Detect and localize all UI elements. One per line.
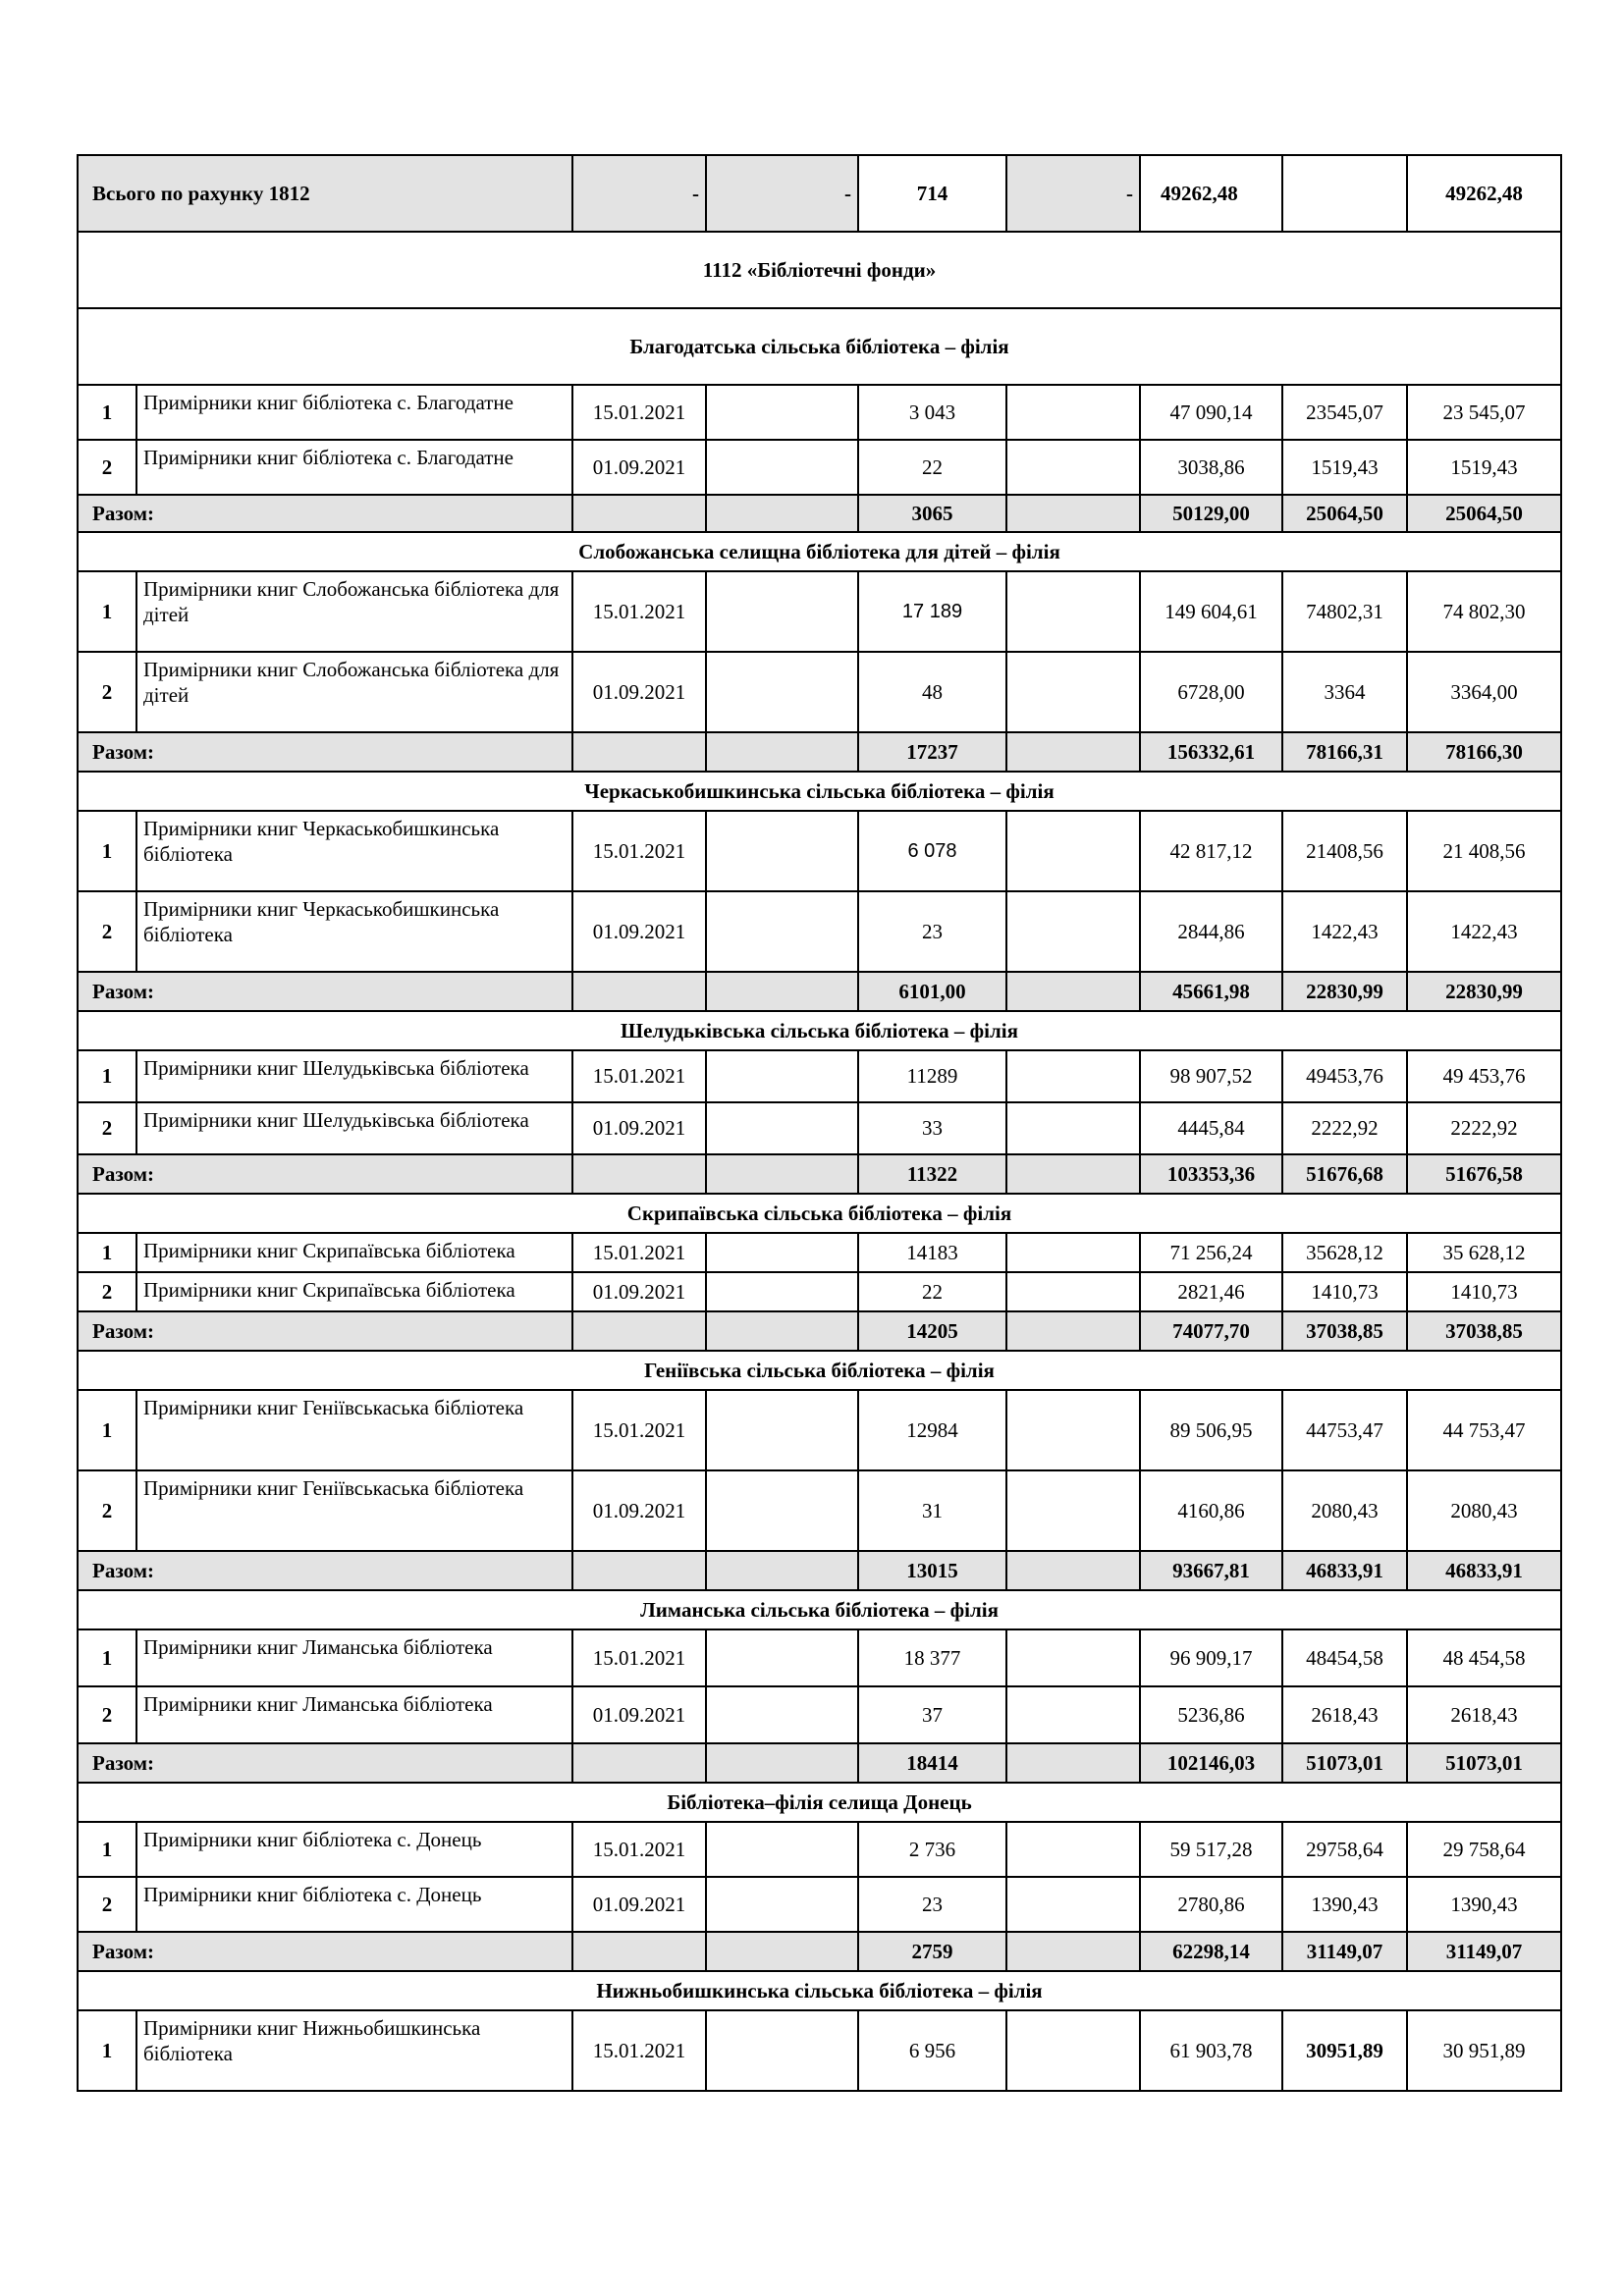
empty-cell — [1006, 1233, 1140, 1272]
item-quantity: 48 — [858, 652, 1006, 732]
item-wear: 35628,12 — [1282, 1233, 1407, 1272]
section-title-row — [78, 1971, 1561, 2010]
empty-cell — [1006, 1822, 1140, 1877]
total-row — [78, 732, 1561, 772]
total-row — [78, 1154, 1561, 1194]
item-name: Примірники книг Скрипаївська бібліотека — [136, 1233, 572, 1272]
item-cost: 6728,00 — [1140, 652, 1282, 732]
total-cost: 45661,98 — [1140, 972, 1282, 1011]
section-title-row — [78, 1783, 1561, 1822]
section-title-row — [78, 1194, 1561, 1233]
row-number: 2 — [78, 652, 136, 732]
item-quantity: 22 — [858, 440, 1006, 495]
item-cost: 89 506,95 — [1140, 1390, 1282, 1470]
total-row — [78, 972, 1561, 1011]
item-cost: 2821,46 — [1140, 1272, 1282, 1311]
item-residual: 21 408,56 — [1407, 811, 1561, 891]
total-quantity: 17237 — [858, 732, 1006, 772]
empty-cell — [706, 571, 858, 652]
item-cost: 3038,86 — [1140, 440, 1282, 495]
item-name: Примірники книг Лиманська бібліотека — [136, 1686, 572, 1743]
total-label: Разом: — [78, 972, 572, 1011]
total-residual: 51676,58 — [1407, 1154, 1561, 1194]
table-row — [78, 652, 1561, 732]
total-wear: 51073,01 — [1282, 1743, 1407, 1783]
section-title: Черкаськобишкинська сільська бібліотека – філія — [78, 772, 1561, 811]
item-cost: 47 090,14 — [1140, 385, 1282, 440]
section-title: Лиманська сільська бібліотека – філія — [78, 1590, 1561, 1629]
total-wear: 46833,91 — [1282, 1551, 1407, 1590]
total-row — [78, 1932, 1561, 1971]
item-wear: 30951,89 — [1282, 2010, 1407, 2091]
item-wear: 29758,64 — [1282, 1822, 1407, 1877]
item-wear: 21408,56 — [1282, 811, 1407, 891]
empty-cell — [706, 811, 858, 891]
table-row — [78, 2010, 1561, 2091]
total-residual: 37038,85 — [1407, 1311, 1561, 1351]
item-name: Примірники книг Нижньобишкинська бібліотека — [136, 2010, 572, 2091]
item-name: Примірники книг бібліотека с. Донець — [136, 1877, 572, 1932]
total-quantity: 6101,00 — [858, 972, 1006, 1011]
item-name: Примірники книг Скрипаївська бібліотека — [136, 1272, 572, 1311]
empty-cell — [1006, 440, 1140, 495]
empty-cell — [1006, 1470, 1140, 1551]
row-number: 2 — [78, 1686, 136, 1743]
item-date: 01.09.2021 — [572, 1272, 706, 1311]
item-wear: 48454,58 — [1282, 1629, 1407, 1686]
account-total-label: Всього по рахунку 1812 — [78, 155, 572, 232]
table-row — [78, 1272, 1561, 1311]
table-row — [78, 1050, 1561, 1102]
row-number: 1 — [78, 1050, 136, 1102]
table-row — [78, 440, 1561, 495]
item-wear: 23545,07 — [1282, 385, 1407, 440]
total-quantity: 2759 — [858, 1932, 1006, 1971]
item-residual: 74 802,30 — [1407, 571, 1561, 652]
table-row — [78, 891, 1561, 972]
item-wear: 2080,43 — [1282, 1470, 1407, 1551]
empty-cell — [706, 1102, 858, 1154]
item-cost: 2780,86 — [1140, 1877, 1282, 1932]
item-cost: 2844,86 — [1140, 891, 1282, 972]
account-total-row — [78, 155, 1561, 232]
empty-cell — [1006, 1311, 1140, 1351]
item-residual: 29 758,64 — [1407, 1822, 1561, 1877]
empty-cell — [1006, 1102, 1140, 1154]
section-title: Скрипаївська сільська бібліотека – філія — [78, 1194, 1561, 1233]
item-wear: 1519,43 — [1282, 440, 1407, 495]
item-cost: 59 517,28 — [1140, 1822, 1282, 1877]
item-quantity: 23 — [858, 891, 1006, 972]
total-row — [78, 1743, 1561, 1783]
empty-cell — [1006, 1877, 1140, 1932]
item-name: Примірники книг Слобожанська бібліотека для дітей — [136, 571, 572, 652]
item-date: 15.01.2021 — [572, 1822, 706, 1877]
empty-cell — [572, 1154, 706, 1194]
empty-cell — [706, 385, 858, 440]
item-date: 01.09.2021 — [572, 440, 706, 495]
total-wear: 25064,50 — [1282, 495, 1407, 532]
total-quantity: 11322 — [858, 1154, 1006, 1194]
document-sheet — [77, 154, 1560, 2092]
item-name: Примірники книг Геніївськаська бібліотека — [136, 1470, 572, 1551]
total-cost: 93667,81 — [1140, 1551, 1282, 1590]
empty-cell — [1006, 495, 1140, 532]
total-label: Разом: — [78, 1154, 572, 1194]
empty-cell — [706, 972, 858, 1011]
section-title-row — [78, 1011, 1561, 1050]
empty-cell — [706, 1311, 858, 1351]
item-date: 15.01.2021 — [572, 1050, 706, 1102]
total-label: Разом: — [78, 1311, 572, 1351]
item-date: 01.09.2021 — [572, 891, 706, 972]
total-cost: 62298,14 — [1140, 1932, 1282, 1971]
empty-cell — [706, 1629, 858, 1686]
total-residual: 22830,99 — [1407, 972, 1561, 1011]
item-cost: 5236,86 — [1140, 1686, 1282, 1743]
total-label: Разом: — [78, 1551, 572, 1590]
item-date: 15.01.2021 — [572, 811, 706, 891]
section-title: Нижньобишкинська сільська бібліотека – філія — [78, 1971, 1561, 2010]
item-date: 15.01.2021 — [572, 571, 706, 652]
empty-cell — [572, 1311, 706, 1351]
row-number: 1 — [78, 1233, 136, 1272]
account-total-qty: 714 — [858, 155, 1006, 232]
section-title: Шелудьківська сільська бібліотека – філія — [78, 1011, 1561, 1050]
empty-cell — [1006, 652, 1140, 732]
empty-cell — [1006, 732, 1140, 772]
item-quantity: 14183 — [858, 1233, 1006, 1272]
table-row — [78, 1877, 1561, 1932]
item-residual: 3364,00 — [1407, 652, 1561, 732]
item-quantity: 22 — [858, 1272, 1006, 1311]
empty-cell — [1006, 891, 1140, 972]
empty-cell — [706, 891, 858, 972]
item-wear: 49453,76 — [1282, 1050, 1407, 1102]
item-wear: 74802,31 — [1282, 571, 1407, 652]
item-name: Примірники книг Шелудьківська бібліотека — [136, 1102, 572, 1154]
empty-cell — [706, 1551, 858, 1590]
total-cost: 74077,70 — [1140, 1311, 1282, 1351]
empty-cell — [1006, 972, 1140, 1011]
item-quantity: 31 — [858, 1470, 1006, 1551]
item-name: Примірники книг бібліотека с. Благодатне — [136, 440, 572, 495]
item-date: 15.01.2021 — [572, 1390, 706, 1470]
item-cost: 61 903,78 — [1140, 2010, 1282, 2091]
total-residual: 31149,07 — [1407, 1932, 1561, 1971]
section-title: Благодатська сільська бібліотека – філія — [78, 308, 1561, 385]
empty-cell — [572, 495, 706, 532]
section-title-row — [78, 1590, 1561, 1629]
account-title: 1112 «Бібліотечні фонди» — [78, 232, 1561, 308]
item-residual: 23 545,07 — [1407, 385, 1561, 440]
table-row — [78, 1390, 1561, 1470]
item-name: Примірники книг Геніївськаська бібліотека — [136, 1390, 572, 1470]
account-total-residual: 49262,48 — [1407, 155, 1561, 232]
row-number: 1 — [78, 385, 136, 440]
total-cost: 103353,36 — [1140, 1154, 1282, 1194]
item-wear: 3364 — [1282, 652, 1407, 732]
empty-cell — [572, 1932, 706, 1971]
item-residual: 48 454,58 — [1407, 1629, 1561, 1686]
total-wear: 22830,99 — [1282, 972, 1407, 1011]
total-label: Разом: — [78, 732, 572, 772]
item-residual: 2222,92 — [1407, 1102, 1561, 1154]
empty-cell — [1006, 1932, 1140, 1971]
item-residual: 35 628,12 — [1407, 1233, 1561, 1272]
empty-cell — [572, 732, 706, 772]
item-name: Примірники книг Слобожанська бібліотека для дітей — [136, 652, 572, 732]
item-name: Примірники книг Лиманська бібліотека — [136, 1629, 572, 1686]
section-title-row — [78, 532, 1561, 571]
item-quantity: 3 043 — [858, 385, 1006, 440]
empty-cell — [706, 1390, 858, 1470]
account-total-c3: - — [572, 155, 706, 232]
total-row — [78, 1551, 1561, 1590]
table-row — [78, 1822, 1561, 1877]
total-quantity: 13015 — [858, 1551, 1006, 1590]
total-label: Разом: — [78, 1932, 572, 1971]
row-number: 1 — [78, 571, 136, 652]
row-number: 1 — [78, 1390, 136, 1470]
account-total-wear — [1282, 155, 1407, 232]
empty-cell — [1006, 385, 1140, 440]
item-residual: 2080,43 — [1407, 1470, 1561, 1551]
item-quantity: 6 078 — [858, 811, 1006, 891]
item-date: 01.09.2021 — [572, 652, 706, 732]
total-quantity: 14205 — [858, 1311, 1006, 1351]
empty-cell — [706, 1233, 858, 1272]
item-quantity: 33 — [858, 1102, 1006, 1154]
item-quantity: 37 — [858, 1686, 1006, 1743]
item-residual: 49 453,76 — [1407, 1050, 1561, 1102]
item-cost: 96 909,17 — [1140, 1629, 1282, 1686]
item-date: 15.01.2021 — [572, 1233, 706, 1272]
item-residual: 1390,43 — [1407, 1877, 1561, 1932]
row-number: 2 — [78, 1877, 136, 1932]
empty-cell — [706, 2010, 858, 2091]
row-number: 2 — [78, 1102, 136, 1154]
total-row — [78, 495, 1561, 532]
row-number: 2 — [78, 1470, 136, 1551]
item-date: 15.01.2021 — [572, 1629, 706, 1686]
section-title-row — [78, 772, 1561, 811]
section-title-row — [78, 1351, 1561, 1390]
table-row — [78, 1470, 1561, 1551]
total-wear: 37038,85 — [1282, 1311, 1407, 1351]
item-residual: 44 753,47 — [1407, 1390, 1561, 1470]
item-date: 15.01.2021 — [572, 385, 706, 440]
row-number: 1 — [78, 1629, 136, 1686]
empty-cell — [1006, 2010, 1140, 2091]
item-wear: 1390,43 — [1282, 1877, 1407, 1932]
empty-cell — [706, 1470, 858, 1551]
empty-cell — [572, 972, 706, 1011]
table-row — [78, 1629, 1561, 1686]
section-title: Геніївська сільська бібліотека – філія — [78, 1351, 1561, 1390]
account-title-row — [78, 232, 1561, 308]
section-title-row — [78, 308, 1561, 385]
item-date: 01.09.2021 — [572, 1686, 706, 1743]
item-quantity: 23 — [858, 1877, 1006, 1932]
empty-cell — [706, 1050, 858, 1102]
empty-cell — [706, 1154, 858, 1194]
item-name: Примірники книг бібліотека с. Благодатне — [136, 385, 572, 440]
total-residual: 78166,30 — [1407, 732, 1561, 772]
empty-cell — [706, 1272, 858, 1311]
row-number: 1 — [78, 1822, 136, 1877]
empty-cell — [1006, 1390, 1140, 1470]
empty-cell — [1006, 1154, 1140, 1194]
total-wear: 78166,31 — [1282, 732, 1407, 772]
empty-cell — [706, 1822, 858, 1877]
item-wear: 1422,43 — [1282, 891, 1407, 972]
table-row — [78, 1233, 1561, 1272]
total-residual: 46833,91 — [1407, 1551, 1561, 1590]
item-date: 01.09.2021 — [572, 1877, 706, 1932]
empty-cell — [1006, 571, 1140, 652]
item-wear: 44753,47 — [1282, 1390, 1407, 1470]
account-total-c6: - — [1006, 155, 1140, 232]
row-number: 1 — [78, 811, 136, 891]
table-row — [78, 1102, 1561, 1154]
row-number: 2 — [78, 440, 136, 495]
empty-cell — [1006, 1551, 1140, 1590]
item-quantity: 6 956 — [858, 2010, 1006, 2091]
table-row — [78, 811, 1561, 891]
item-residual: 1422,43 — [1407, 891, 1561, 972]
row-number: 2 — [78, 1272, 136, 1311]
table-row — [78, 1686, 1561, 1743]
account-total-cost: 49262,48 — [1140, 155, 1282, 232]
empty-cell — [706, 1877, 858, 1932]
total-cost: 156332,61 — [1140, 732, 1282, 772]
empty-cell — [706, 1743, 858, 1783]
row-number: 2 — [78, 891, 136, 972]
total-row — [78, 1311, 1561, 1351]
table-row — [78, 385, 1561, 440]
empty-cell — [1006, 1272, 1140, 1311]
item-residual: 1519,43 — [1407, 440, 1561, 495]
item-residual: 30 951,89 — [1407, 2010, 1561, 2091]
total-wear: 51676,68 — [1282, 1154, 1407, 1194]
empty-cell — [706, 1686, 858, 1743]
account-total-c4: - — [706, 155, 858, 232]
item-name: Примірники книг Шелудьківська бібліотека — [136, 1050, 572, 1102]
total-label: Разом: — [78, 495, 572, 532]
total-cost: 50129,00 — [1140, 495, 1282, 532]
item-wear: 2222,92 — [1282, 1102, 1407, 1154]
item-quantity: 2 736 — [858, 1822, 1006, 1877]
total-quantity: 18414 — [858, 1743, 1006, 1783]
item-residual: 2618,43 — [1407, 1686, 1561, 1743]
empty-cell — [706, 440, 858, 495]
empty-cell — [706, 495, 858, 532]
total-quantity: 3065 — [858, 495, 1006, 532]
item-residual: 1410,73 — [1407, 1272, 1561, 1311]
item-wear: 1410,73 — [1282, 1272, 1407, 1311]
item-quantity: 17 189 — [858, 571, 1006, 652]
empty-cell — [1006, 1743, 1140, 1783]
empty-cell — [706, 1932, 858, 1971]
section-title: Слобожанська селищна бібліотека для дітей – філія — [78, 532, 1561, 571]
empty-cell — [572, 1551, 706, 1590]
item-date: 15.01.2021 — [572, 2010, 706, 2091]
item-name: Примірники книг бібліотека с. Донець — [136, 1822, 572, 1877]
empty-cell — [706, 652, 858, 732]
item-cost: 98 907,52 — [1140, 1050, 1282, 1102]
item-quantity: 11289 — [858, 1050, 1006, 1102]
item-cost: 149 604,61 — [1140, 571, 1282, 652]
item-date: 01.09.2021 — [572, 1470, 706, 1551]
item-quantity: 18 377 — [858, 1629, 1006, 1686]
item-cost: 42 817,12 — [1140, 811, 1282, 891]
total-residual: 51073,01 — [1407, 1743, 1561, 1783]
empty-cell — [572, 1743, 706, 1783]
item-cost: 71 256,24 — [1140, 1233, 1282, 1272]
item-wear: 2618,43 — [1282, 1686, 1407, 1743]
item-cost: 4160,86 — [1140, 1470, 1282, 1551]
library-funds-table — [77, 154, 1562, 2092]
total-label: Разом: — [78, 1743, 572, 1783]
total-wear: 31149,07 — [1282, 1932, 1407, 1971]
item-date: 01.09.2021 — [572, 1102, 706, 1154]
section-title: Бібліотека–філія селища Донець — [78, 1783, 1561, 1822]
empty-cell — [1006, 1050, 1140, 1102]
item-quantity: 12984 — [858, 1390, 1006, 1470]
item-name: Примірники книг Черкаськобишкинська бібліотека — [136, 891, 572, 972]
total-residual: 25064,50 — [1407, 495, 1561, 532]
table-row — [78, 571, 1561, 652]
empty-cell — [1006, 1686, 1140, 1743]
empty-cell — [1006, 811, 1140, 891]
empty-cell — [1006, 1629, 1140, 1686]
total-cost: 102146,03 — [1140, 1743, 1282, 1783]
row-number: 1 — [78, 2010, 136, 2091]
item-cost: 4445,84 — [1140, 1102, 1282, 1154]
item-name: Примірники книг Черкаськобишкинська бібліотека — [136, 811, 572, 891]
empty-cell — [706, 732, 858, 772]
